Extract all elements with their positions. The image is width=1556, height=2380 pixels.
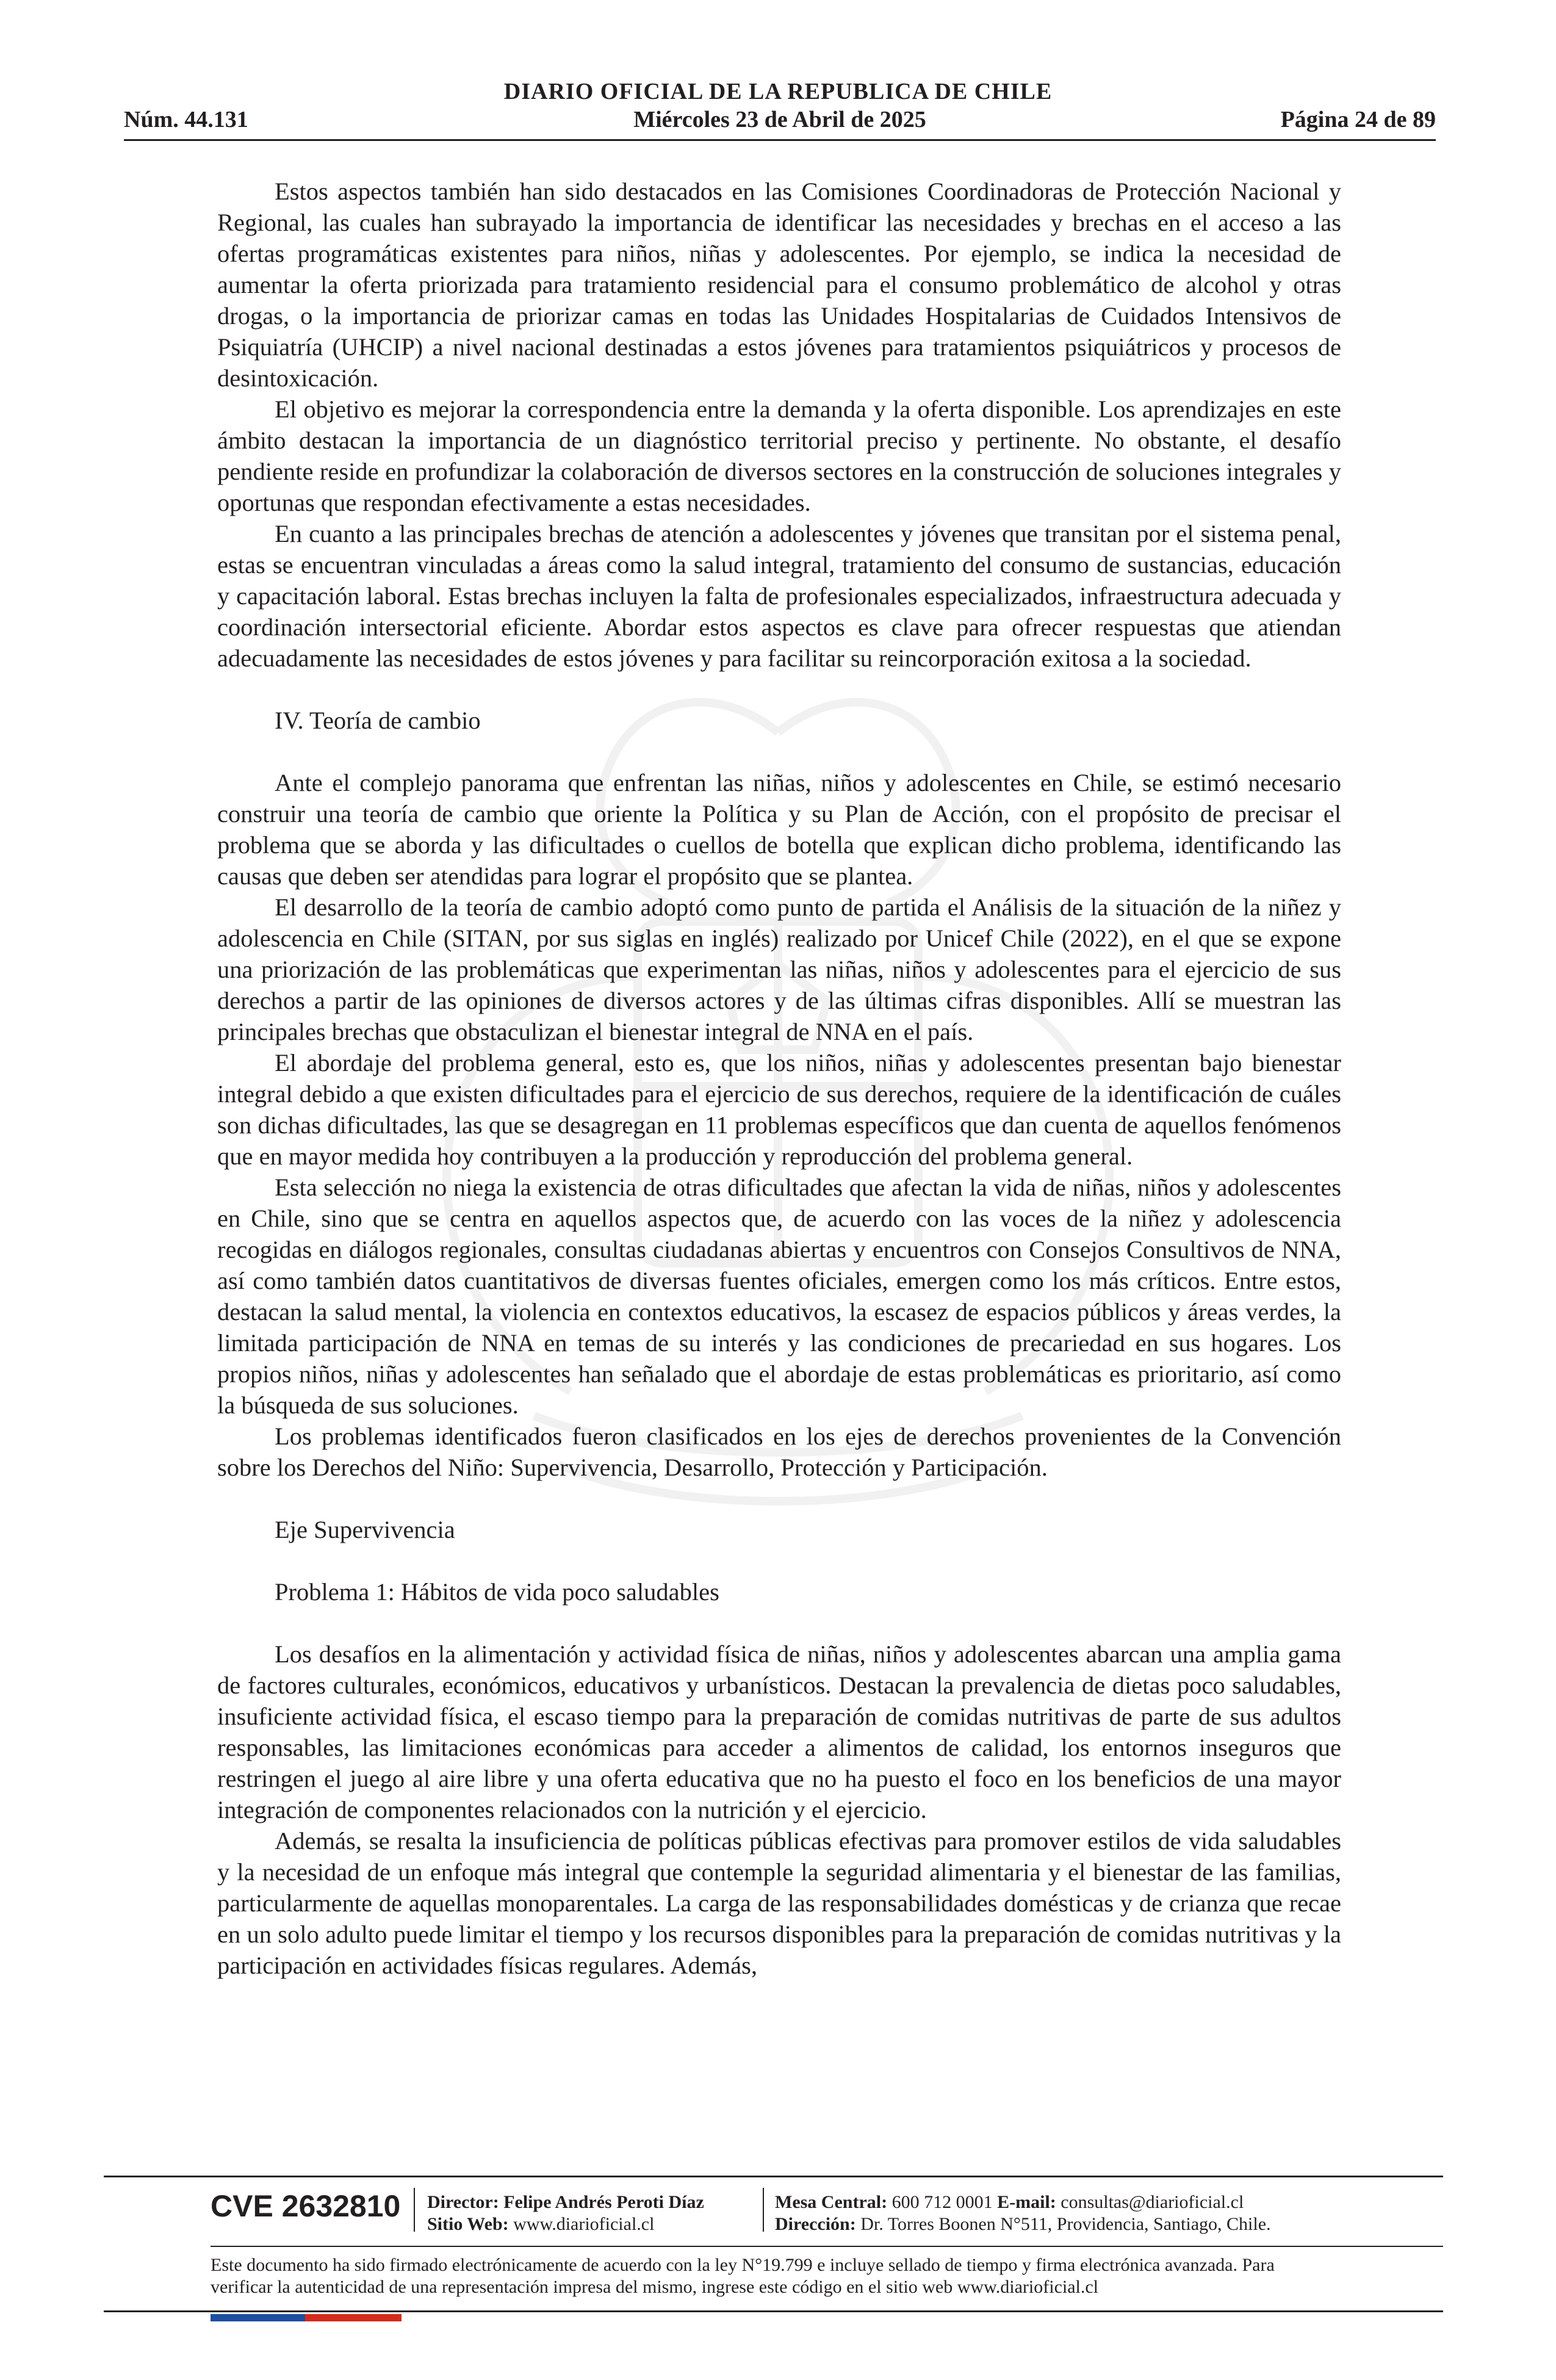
director-line	[427, 2191, 704, 2213]
footer-separator	[414, 2188, 415, 2232]
website-line	[427, 2213, 704, 2235]
footer-divider-top	[104, 2176, 1443, 2177]
issue-number: Núm. 44.131	[124, 107, 248, 132]
subsection-heading: Eje Supervivencia	[275, 1516, 455, 1543]
email-link[interactable]: consultas@diarioficial.cl	[1061, 2192, 1244, 2212]
mesa-phone: 600 712 0001	[891, 2192, 993, 2212]
flag-stripe-red	[305, 2314, 402, 2321]
paragraph: Los desafíos en la alimentación y actividad física de niñas, niños y adolescentes abarcan una amplia gama de factores culturales, económicos, educativos y urbanísticos. Destacan la prevalencia de dietas poco saludables, insuficiente actividad física, el escaso tiempo para la preparación de comidas nutritivas de parte de sus adultos responsables, las limitaciones económicas para acceder a alimentos de calidad, los entornos inseguros que restringen el juego al aire libre y una oferta educativa que no ha puesto el foco en los beneficios de una mayor integración de componentes relacionados con la nutrición y el ejercicio.	[217, 1640, 1341, 1823]
footer-divider-middle	[211, 2246, 1443, 2247]
article-body	[217, 176, 1341, 1981]
address-label: Dirección:	[775, 2214, 856, 2234]
paragraph: Estos aspectos también han sido destacados en las Comisiones Coordinadoras de Protección Nacional y Regional, las cuales han subrayado la importancia de identificar las necesidades y brechas en el acceso a las ofertas programáticas existentes para niños, niñas y adolescentes. Por ejemplo, se indica la necesidad de aumentar la oferta priorizada para tratamiento residencial para el consumo problemático de alcohol y otras drogas, o la importancia de priorizar camas en todas las Unidades Hospitalarias de Cuidados Intensivos de Psiquiatría (UHCIP) a nivel nacional destinadas a estos jóvenes para tratamientos psiquiátricos y procesos de desintoxicación.	[217, 178, 1341, 392]
section-heading: IV. Teoría de cambio	[275, 707, 481, 734]
paragraph: El desarrollo de la teoría de cambio adoptó como punto de partida el Análisis de la situación de la niñez y adolescencia en Chile (SITAN, por sus siglas en inglés) realizado por Unicef Chile (2022), en el que se expone una priorización de las problemáticas que experimentan las niñas, niños y adolescentes para el ejercicio de sus derechos a partir de las opiniones de diversos actores y de las últimas cifras disponibles. Allí se muestran las principales brechas que obstaculizan el bienestar integral de NNA en el país.	[217, 893, 1341, 1045]
paragraph: En cuanto a las principales brechas de atención a adolescentes y jóvenes que transitan por el sistema penal, estas se encuentran vinculadas a áreas como la salud integral, tratamiento del consumo de sustancias, educación y capacitación laboral. Estas brechas incluyen la falta de profesionales especializados, infraestructura adecuada y coordinación intersectorial eficiente. Abordar estos aspectos es clave para ofrecer respuestas que atiendan adecuadamente las necesidades de estos jóvenes y para facilitar su reincorporación exitosa a la sociedad.	[217, 520, 1341, 672]
contact-line	[775, 2191, 1271, 2213]
address-line	[775, 2213, 1271, 2235]
header-row	[124, 106, 1436, 134]
flag-stripe-blue	[211, 2314, 305, 2321]
header-divider	[124, 139, 1436, 141]
paragraph: Ante el complejo panorama que enfrentan las niñas, niños y adolescentes en Chile, se estimó necesario construir una teoría de cambio que oriente la Política y su Plan de Acción, con el propósito de precisar el problema que se aborda y las dificultades o cuellos de botella que explican dicho problema, identificando las causas que deben ser atendidas para lograr el propósito que se plantea.	[217, 769, 1341, 890]
footer-contact-block	[775, 2191, 1271, 2235]
paragraph: Los problemas identificados fueron clasificados en los ejes de derechos provenientes de la Convención sobre los Derechos del Niño: Supervivencia, Desarrollo, Protección y Participación.	[217, 1423, 1341, 1481]
director-label: Director:	[427, 2192, 499, 2212]
paragraph: El abordaje del problema general, esto es, que los niños, niñas y adolescentes presentan bajo bienestar integral debido a que existen dificultades para el ejercicio de sus derechos, requiere de la identificación de cuáles son dichas dificultades, las que se desagregan en 11 problemas específicos que dan cuenta de aquellos fenómenos que en mayor medida hoy contribuyen a la producción y reproducción del problema general.	[217, 1049, 1341, 1170]
paragraph: Esta selección no niega la existencia de otras dificultades que afectan la vida de niñas, niños y adolescentes en Chile, sino que se centra en aquellos aspectos que, de acuerdo con las voces de la niñez y adolescencia recogidas en diálogos regionales, consultas ciudadanas abiertas y encuentros con Consejos Consultivos de NNA, así como también datos cuantitativos de diversas fuentes oficiales, emergen como los más críticos. Entre estos, destacan la salud mental, la violencia en contextos educativos, la escasez de espacios públicos y áreas verdes, la limitada participación de NNA en temas de su interés y las condiciones de precariedad en sus hogares. Los propios niños, niñas y adolescentes han señalado que el abordaje de estas problemáticas es prioritario, así como la búsqueda de sus soluciones.	[217, 1174, 1341, 1419]
issue-date: Miércoles 23 de Abril de 2025	[633, 107, 926, 132]
director-name: Felipe Andrés Peroti Díaz	[503, 2192, 704, 2212]
email-label: E-mail:	[997, 2192, 1056, 2212]
signature-note: Este documento ha sido firmado electrónicamente de acuerdo con la ley N°19.799 e incluye sellado de tiempo y firma electrónica avanzada. Para verificar la autenticidad de una representación impresa del mismo, ingrese este código en el sitio web www.diarioficial.cl	[211, 2255, 1275, 2297]
mesa-label: Mesa Central:	[775, 2192, 888, 2212]
paragraph: El objetivo es mejorar la correspondencia entre la demanda y la oferta disponible. Los aprendizajes en este ámbito destacan la importancia de un diagnóstico territorial preciso y pertinente. No obstante, el desafío pendiente reside en profundizar la colaboración de diversos sectores en la construcción de soluciones integrales y oportunas que respondan efectivamente a estas necesidades.	[217, 395, 1341, 516]
website-label: Sitio Web:	[427, 2214, 509, 2234]
newspaper-title: DIARIO OFICIAL DE LA REPUBLICA DE CHILE	[503, 79, 1053, 104]
website-link[interactable]: www.diarioficial.cl	[513, 2214, 655, 2234]
footer-separator	[763, 2188, 764, 2232]
footer-director-block	[427, 2191, 704, 2235]
paragraph: Además, se resalta la insuficiencia de políticas públicas efectivas para promover estilos de vida saludables y la necesidad de un enfoque más integral que contemple la seguridad alimentaria y el bienestar de las familias, particularmente de aquellas monoparentales. La carga de las responsabilidades domésticas y de crianza que recae en un solo adulto puede limitar el tiempo y los recursos disponibles para la preparación de comidas nutritivas y la participación en actividades físicas regulares. Además,	[217, 1827, 1341, 1979]
problem-heading: Problema 1: Hábitos de vida poco saludables	[275, 1578, 719, 1606]
footer-divider-bottom	[104, 2310, 1443, 2312]
address-value: Dr. Torres Boonen N°511, Providencia, Santiago, Chile.	[860, 2214, 1271, 2234]
page-indicator: Página 24 de 89	[1280, 107, 1436, 132]
cve-code: CVE 2632810	[211, 2189, 401, 2223]
